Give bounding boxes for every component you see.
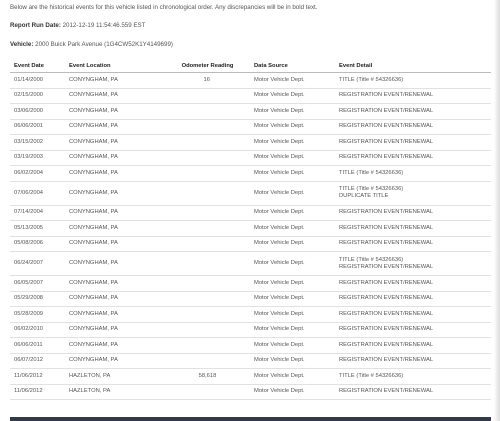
cell-data-source: Motor Vehicle Dept. — [250, 205, 335, 221]
cell-event-date: 05/08/2006 — [10, 236, 65, 252]
cell-event-detail — [335, 276, 491, 292]
cell-data-source: Motor Vehicle Dept. — [250, 236, 335, 252]
cell-data-source: Motor Vehicle Dept. — [250, 166, 335, 182]
intro-text: Below are the historical events for this vehicle listed in chronological order. Any discrepancies will be in bold text. — [10, 4, 318, 11]
table-row — [10, 236, 491, 252]
cell-event-date: 06/06/2001 — [10, 119, 65, 135]
cell-event-date: 03/19/2003 — [10, 150, 65, 166]
header-event-date: Event Date — [10, 60, 65, 73]
cell-odometer-reading — [165, 166, 250, 182]
cell-event-detail — [335, 221, 491, 237]
cell-event-detail — [335, 181, 491, 205]
cell-event-location: CONYNGHAM, PA — [65, 252, 165, 276]
report-run-date-value: 2012-12-19 11:54:46.559 EST — [62, 22, 146, 29]
cell-event-date: 11/06/2012 — [10, 369, 65, 385]
cell-event-detail — [335, 291, 491, 307]
cell-event-location: CONYNGHAM, PA — [65, 135, 165, 151]
event-detail-line: REGISTRATION EVENT/RENEWAL — [339, 388, 434, 395]
footer-bar — [10, 417, 491, 421]
cell-event-location: CONYNGHAM, PA — [65, 205, 165, 221]
cell-odometer-reading — [165, 384, 250, 400]
cell-event-date: 05/13/2005 — [10, 221, 65, 237]
cell-event-location: CONYNGHAM, PA — [65, 276, 165, 292]
cell-event-detail — [335, 104, 491, 120]
event-detail-line: TITLE (Title # 54326636) — [339, 76, 404, 83]
table-row — [10, 307, 491, 323]
cell-data-source: Motor Vehicle Dept. — [250, 307, 335, 323]
event-detail-line: REGISTRATION EVENT/RENEWAL — [339, 341, 434, 348]
event-detail-line: REGISTRATION EVENT/RENEWAL — [339, 138, 434, 145]
cell-event-location: CONYNGHAM, PA — [65, 166, 165, 182]
event-detail-line: REGISTRATION EVENT/RENEWAL — [339, 154, 434, 161]
event-detail-line: REGISTRATION EVENT/RENEWAL — [339, 123, 434, 130]
cell-odometer-reading — [165, 236, 250, 252]
cell-odometer-reading — [165, 205, 250, 221]
cell-event-location: CONYNGHAM, PA — [65, 307, 165, 323]
cell-event-date: 01/14/2000 — [10, 73, 65, 89]
cell-event-date: 05/28/2009 — [10, 307, 65, 323]
history-rows — [10, 73, 491, 400]
cell-event-location: HAZLETON, PA — [65, 384, 165, 400]
table-row — [10, 291, 491, 307]
cell-data-source: Motor Vehicle Dept. — [250, 221, 335, 237]
cell-odometer-reading — [165, 221, 250, 237]
table-row — [10, 88, 491, 104]
cell-event-location: CONYNGHAM, PA — [65, 353, 165, 369]
table-row — [10, 135, 491, 151]
cell-event-location: CONYNGHAM, PA — [65, 291, 165, 307]
cell-event-detail — [335, 252, 491, 276]
vehicle-history-table — [10, 60, 491, 400]
event-detail-line: REGISTRATION EVENT/RENEWAL — [339, 240, 434, 247]
cell-event-date: 05/29/2008 — [10, 291, 65, 307]
cell-event-location: HAZLETON, PA — [65, 369, 165, 385]
event-detail-line: TITLE (Title # 54326636) — [339, 256, 404, 263]
cell-data-source: Motor Vehicle Dept. — [250, 276, 335, 292]
table-row — [10, 104, 491, 120]
cell-data-source: Motor Vehicle Dept. — [250, 88, 335, 104]
cell-data-source: Motor Vehicle Dept. — [250, 119, 335, 135]
table-row — [10, 221, 491, 237]
cell-event-location: CONYNGHAM, PA — [65, 338, 165, 354]
table-row — [10, 252, 491, 276]
event-detail-line: REGISTRATION EVENT/RENEWAL — [339, 279, 434, 286]
header-event-location: Event Location — [65, 60, 165, 73]
cell-odometer-reading — [165, 181, 250, 205]
event-detail-line: REGISTRATION EVENT/RENEWAL — [339, 310, 434, 317]
report-run-date — [10, 22, 500, 30]
cell-event-detail — [335, 236, 491, 252]
cell-odometer-reading: 16 — [165, 73, 250, 89]
cell-odometer-reading — [165, 276, 250, 292]
cell-event-detail — [335, 150, 491, 166]
cell-odometer-reading — [165, 88, 250, 104]
event-detail-line-2: REGISTRATION EVENT/RENEWAL — [339, 263, 434, 270]
cell-odometer-reading — [165, 104, 250, 120]
cell-event-detail — [335, 384, 491, 400]
cell-event-detail — [335, 338, 491, 354]
cell-data-source: Motor Vehicle Dept. — [250, 73, 335, 89]
cell-event-detail — [335, 119, 491, 135]
header-odometer-reading: Odometer Reading — [165, 60, 250, 73]
cell-data-source: Motor Vehicle Dept. — [250, 104, 335, 120]
event-detail-line: REGISTRATION EVENT/RENEWAL — [339, 357, 434, 364]
cell-data-source: Motor Vehicle Dept. — [250, 369, 335, 385]
table-row — [10, 119, 491, 135]
cell-data-source: Motor Vehicle Dept. — [250, 150, 335, 166]
cell-event-date: 03/06/2000 — [10, 104, 65, 120]
table-row — [10, 166, 491, 182]
cell-event-detail — [335, 369, 491, 385]
table-row — [10, 181, 491, 205]
cell-event-detail — [335, 353, 491, 369]
cell-data-source: Motor Vehicle Dept. — [250, 181, 335, 205]
cell-data-source: Motor Vehicle Dept. — [250, 252, 335, 276]
cell-event-date: 06/02/2004 — [10, 166, 65, 182]
event-detail-line: REGISTRATION EVENT/RENEWAL — [339, 209, 434, 216]
vehicle-label: Vehicle: — [10, 41, 34, 48]
table-row — [10, 338, 491, 354]
cell-event-location: CONYNGHAM, PA — [65, 322, 165, 338]
event-detail-line: TITLE (Title # 54326636) — [339, 372, 404, 379]
table-row — [10, 205, 491, 221]
table-header-row — [10, 60, 491, 73]
cell-odometer-reading — [165, 119, 250, 135]
table-row — [10, 150, 491, 166]
cell-event-date: 06/06/2011 — [10, 338, 65, 354]
cell-event-date: 11/06/2012 — [10, 384, 65, 400]
cell-event-date: 06/02/2010 — [10, 322, 65, 338]
event-detail-line: REGISTRATION EVENT/RENEWAL — [339, 107, 434, 114]
cell-event-date: 06/24/2007 — [10, 252, 65, 276]
event-detail-line: REGISTRATION EVENT/RENEWAL — [339, 326, 434, 333]
cell-event-location: CONYNGHAM, PA — [65, 150, 165, 166]
cell-event-location: CONYNGHAM, PA — [65, 181, 165, 205]
table-row — [10, 322, 491, 338]
cell-odometer-reading — [165, 135, 250, 151]
event-detail-line: TITLE (Title # 54326636) — [339, 186, 404, 192]
cell-event-detail — [335, 307, 491, 323]
table-row — [10, 369, 491, 385]
cell-event-date: 03/15/2002 — [10, 135, 65, 151]
vehicle-info — [10, 41, 500, 49]
report-run-date-label: Report Run Date: — [10, 22, 61, 29]
cell-data-source: Motor Vehicle Dept. — [250, 384, 335, 400]
cell-event-detail — [335, 322, 491, 338]
event-detail-line: REGISTRATION EVENT/RENEWAL — [339, 295, 434, 302]
cell-event-location: CONYNGHAM, PA — [65, 104, 165, 120]
cell-event-date: 06/07/2012 — [10, 353, 65, 369]
table-row — [10, 73, 491, 89]
cell-odometer-reading — [165, 291, 250, 307]
cell-odometer-reading — [165, 353, 250, 369]
header-data-source: Data Source — [250, 60, 335, 73]
cell-data-source: Motor Vehicle Dept. — [250, 291, 335, 307]
table-row — [10, 276, 491, 292]
cell-event-detail — [335, 135, 491, 151]
cell-event-location: CONYNGHAM, PA — [65, 221, 165, 237]
cell-odometer-reading — [165, 150, 250, 166]
event-detail-line: REGISTRATION EVENT/RENEWAL — [339, 224, 434, 231]
cell-odometer-reading — [165, 252, 250, 276]
table-row — [10, 384, 491, 400]
cell-event-location: CONYNGHAM, PA — [65, 73, 165, 89]
event-detail-line: REGISTRATION EVENT/RENEWAL — [339, 92, 434, 99]
cell-event-date: 06/05/2007 — [10, 276, 65, 292]
cell-odometer-reading — [165, 322, 250, 338]
cell-event-location: CONYNGHAM, PA — [65, 236, 165, 252]
cell-data-source: Motor Vehicle Dept. — [250, 135, 335, 151]
cell-data-source: Motor Vehicle Dept. — [250, 353, 335, 369]
cell-event-location: CONYNGHAM, PA — [65, 119, 165, 135]
cell-data-source: Motor Vehicle Dept. — [250, 338, 335, 354]
vehicle-value: 2000 Buick Park Avenue (1G4CW52K1Y4149699) — [35, 41, 173, 48]
cell-event-date: 07/14/2004 — [10, 205, 65, 221]
event-detail-line-2: DUPLICATE TITLE — [339, 193, 389, 199]
event-detail-line: TITLE (Title # 54326636) — [339, 169, 404, 176]
cell-event-detail — [335, 73, 491, 89]
cell-event-detail — [335, 205, 491, 221]
header-event-detail: Event Detail — [335, 60, 491, 73]
table-row — [10, 353, 491, 369]
cell-event-date: 02/15/2000 — [10, 88, 65, 104]
page-edge-shadow — [494, 0, 500, 421]
cell-event-location: CONYNGHAM, PA — [65, 88, 165, 104]
cell-event-detail — [335, 88, 491, 104]
cell-odometer-reading: 58,618 — [165, 369, 250, 385]
cell-odometer-reading — [165, 307, 250, 323]
cell-event-date: 07/06/2004 — [10, 181, 65, 205]
cell-data-source: Motor Vehicle Dept. — [250, 322, 335, 338]
cell-event-detail — [335, 166, 491, 182]
cell-odometer-reading — [165, 338, 250, 354]
